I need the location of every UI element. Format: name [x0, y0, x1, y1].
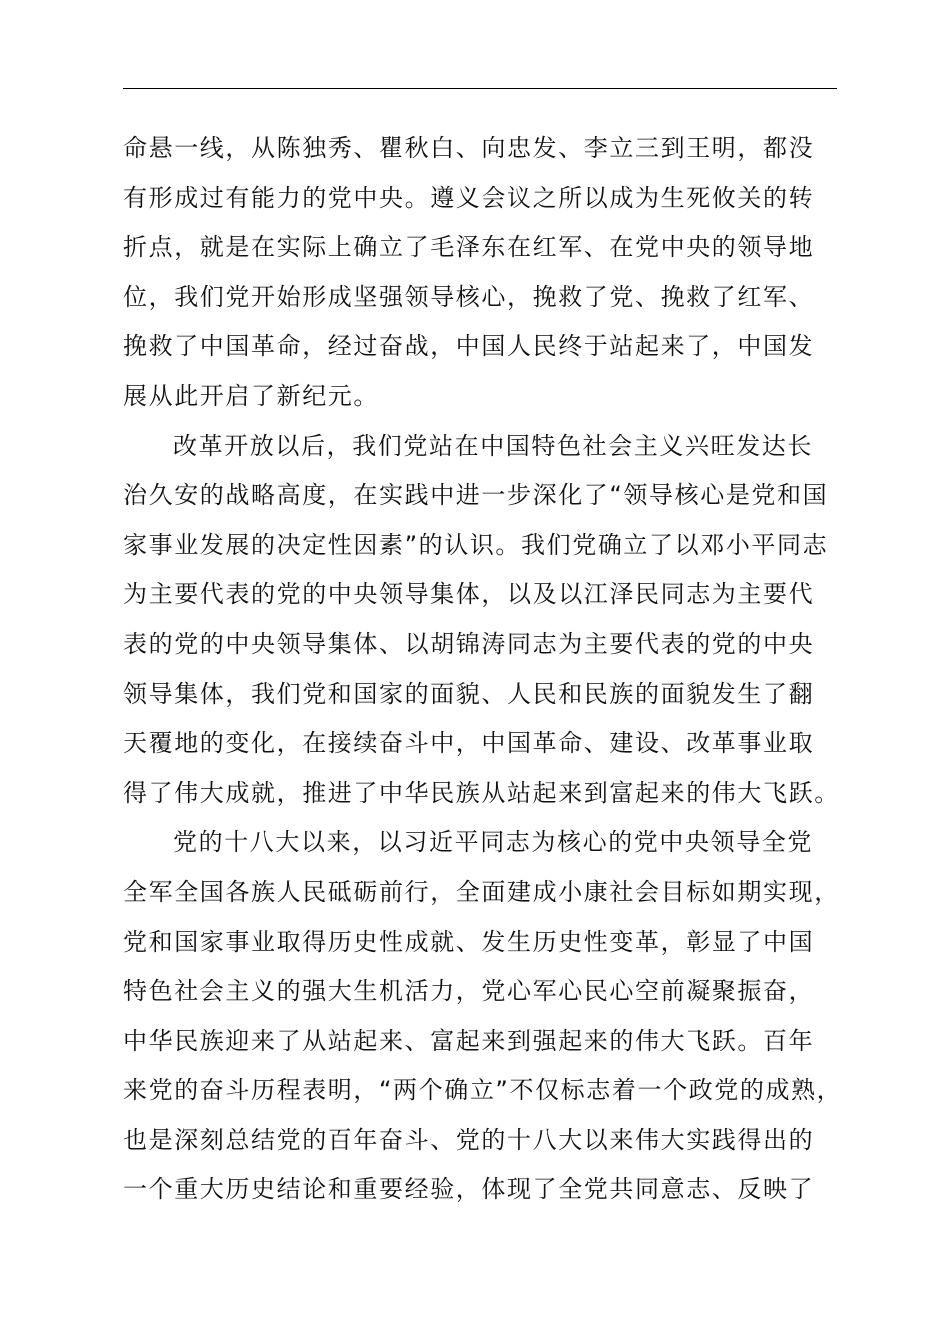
document-body [123, 124, 863, 1215]
text-line: 折点，就是在实际上确立了毛泽东在红军、在党中央的领导地 [123, 233, 815, 262]
text-line: 有形成过有能力的党中央。遵义会议之所以成为生死攸关的转 [123, 183, 815, 212]
text-line: 党和国家事业取得历史性成就、发生历史性变革，彰显了中国 [123, 927, 815, 956]
paragraph-first-line: 改革开放以后，我们党站在中国特色社会主义兴旺发达长 [173, 431, 813, 460]
text-line: 全军全国各族人民砥砺前行，全面建成小康社会目标如期实现， [123, 877, 840, 906]
text-line: 家事业发展的决定性因素”的认识。我们党确立了以邓小平同志 [123, 530, 829, 559]
text-line: 来党的奋斗历程表明，“两个确立”不仅标志着一个政党的成熟， [123, 1076, 843, 1105]
text-line: 表的党的中央领导集体、以胡锦涛同志为主要代表的党的中央 [123, 629, 815, 658]
text-line: 展从此开启了新纪元。 [123, 381, 379, 410]
text-line: 也是深刻总结党的百年奋斗、党的十八大以来伟大实践得出的 [123, 1125, 815, 1154]
text-line: 治久安的战略高度，在实践中进一步深化了“领导核心是党和国 [123, 481, 829, 510]
text-line: 为主要代表的党的中央领导集体，以及以江泽民同志为主要代 [123, 580, 815, 609]
text-line: 挽救了中国革命，经过奋战，中国人民终于站起来了，中国发 [123, 332, 815, 361]
text-line: 中华民族迎来了从站起来、富起来到强起来的伟大飞跃。百年 [123, 1026, 815, 1055]
text-line: 得了伟大成就，推进了中华民族从站起来到富起来的伟大飞跃。 [123, 778, 840, 807]
text-line: 位，我们党开始形成坚强领导核心，挽救了党、挽救了红军、 [123, 282, 815, 311]
paragraph-first-line: 党的十八大以来，以习近平同志为核心的党中央领导全党 [173, 828, 813, 857]
text-line: 命悬一线，从陈独秀、瞿秋白、向忠发、李立三到王明，都没 [123, 134, 815, 162]
header-rule [123, 88, 837, 89]
text-line: 天覆地的变化，在接续奋斗中，中国革命、建设、改革事业取 [123, 729, 815, 758]
text-line: 领导集体，我们党和国家的面貌、人民和民族的面貌发生了翻 [123, 679, 815, 708]
text-line: 一个重大历史结论和重要经验，体现了全党共同意志、反映了 [123, 1175, 815, 1204]
text-line: 特色社会主义的强大生机活力，党心军心民心空前凝聚振奋， [123, 977, 815, 1006]
